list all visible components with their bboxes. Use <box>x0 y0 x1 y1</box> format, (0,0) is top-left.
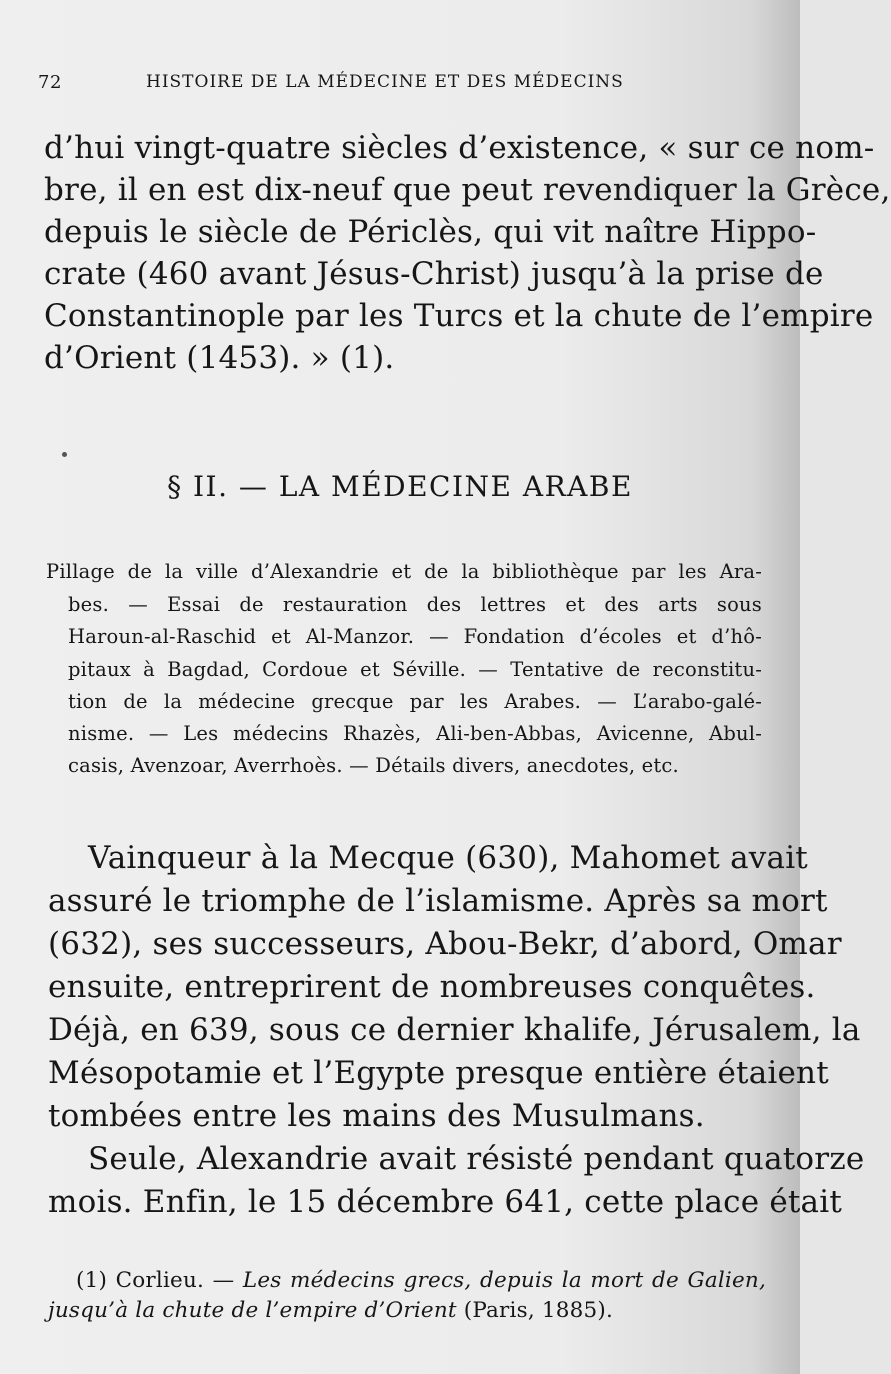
intro-line: d’hui vingt-quatre siècles d’existence, « sur ce nom- <box>44 130 875 166</box>
intro-line: d’Orient (1453). » (1). <box>44 340 395 376</box>
summary-line: nisme. — Les médecins Rhazès, Ali-ben-Abbas, Avicenne, Abul- <box>68 722 762 745</box>
summary-line: casis, Avenzoar, Averrhoès. — Détails divers, anecdotes, etc. <box>68 754 679 777</box>
summary-line: bes. — Essai de restauration des lettres et des arts sous <box>68 593 762 616</box>
summary-line: Pillage de la ville d’Alexandrie et de la bibliothèque par les Ara- <box>46 560 762 583</box>
footnote-line-2 <box>48 1298 613 1323</box>
footnote-title-part-1: Les médecins grecs, depuis la mort de Galien, <box>242 1268 766 1293</box>
summary-line: pitaux à Bagdad, Cordoue et Séville. — Tentative de reconstitu- <box>68 658 762 681</box>
body-line: Vainqueur à la Mecque (630), Mahomet avait <box>88 840 808 876</box>
footnote-citation: (1) Corlieu. — <box>76 1268 243 1293</box>
body-line: tombées entre les mains des Musulmans. <box>48 1098 705 1134</box>
ink-speck <box>62 452 67 457</box>
body-line: ensuite, entreprirent de nombreuses conquêtes. <box>48 969 816 1005</box>
section-heading: § II. — LA MÉDECINE ARABE <box>167 470 633 503</box>
intro-line: depuis le siècle de Périclès, qui vit naître Hippo- <box>44 214 817 250</box>
body-line: Déjà, en 639, sous ce dernier khalife, Jérusalem, la <box>48 1012 861 1048</box>
footnote-line-1 <box>76 1268 766 1293</box>
intro-line: bre, il en est dix-neuf que peut revendiquer la Grèce, <box>44 172 891 208</box>
footnote-title-part-2: jusqu’à la chute de l’empire d’Orient <box>48 1298 457 1323</box>
footnote-publication: (Paris, 1885). <box>456 1298 614 1323</box>
page-number: 72 <box>38 72 63 93</box>
running-title: HISTOIRE DE LA MÉDECINE ET DES MÉDECINS <box>146 72 624 92</box>
body-line: assuré le triomphe de l’islamisme. Après sa mort <box>48 883 828 919</box>
body-line: Mésopotamie et l’Egypte presque entière étaient <box>48 1055 829 1091</box>
body-line: mois. Enfin, le 15 décembre 641, cette place était <box>48 1184 842 1220</box>
summary-line: tion de la médecine grecque par les Arabes. — L’arabo-galé- <box>68 690 762 713</box>
body-line: (632), ses successeurs, Abou-Bekr, d’abord, Omar <box>48 926 842 962</box>
body-line: Seule, Alexandrie avait résisté pendant quatorze <box>88 1141 865 1177</box>
intro-line: Constantinople par les Turcs et la chute de l’empire <box>44 298 874 334</box>
summary-line: Haroun-al-Raschid et Al-Manzor. — Fondation d’écoles et d’hô- <box>68 625 762 648</box>
intro-line: crate (460 avant Jésus-Christ) jusqu’à la prise de <box>44 256 824 292</box>
running-head <box>38 72 758 102</box>
